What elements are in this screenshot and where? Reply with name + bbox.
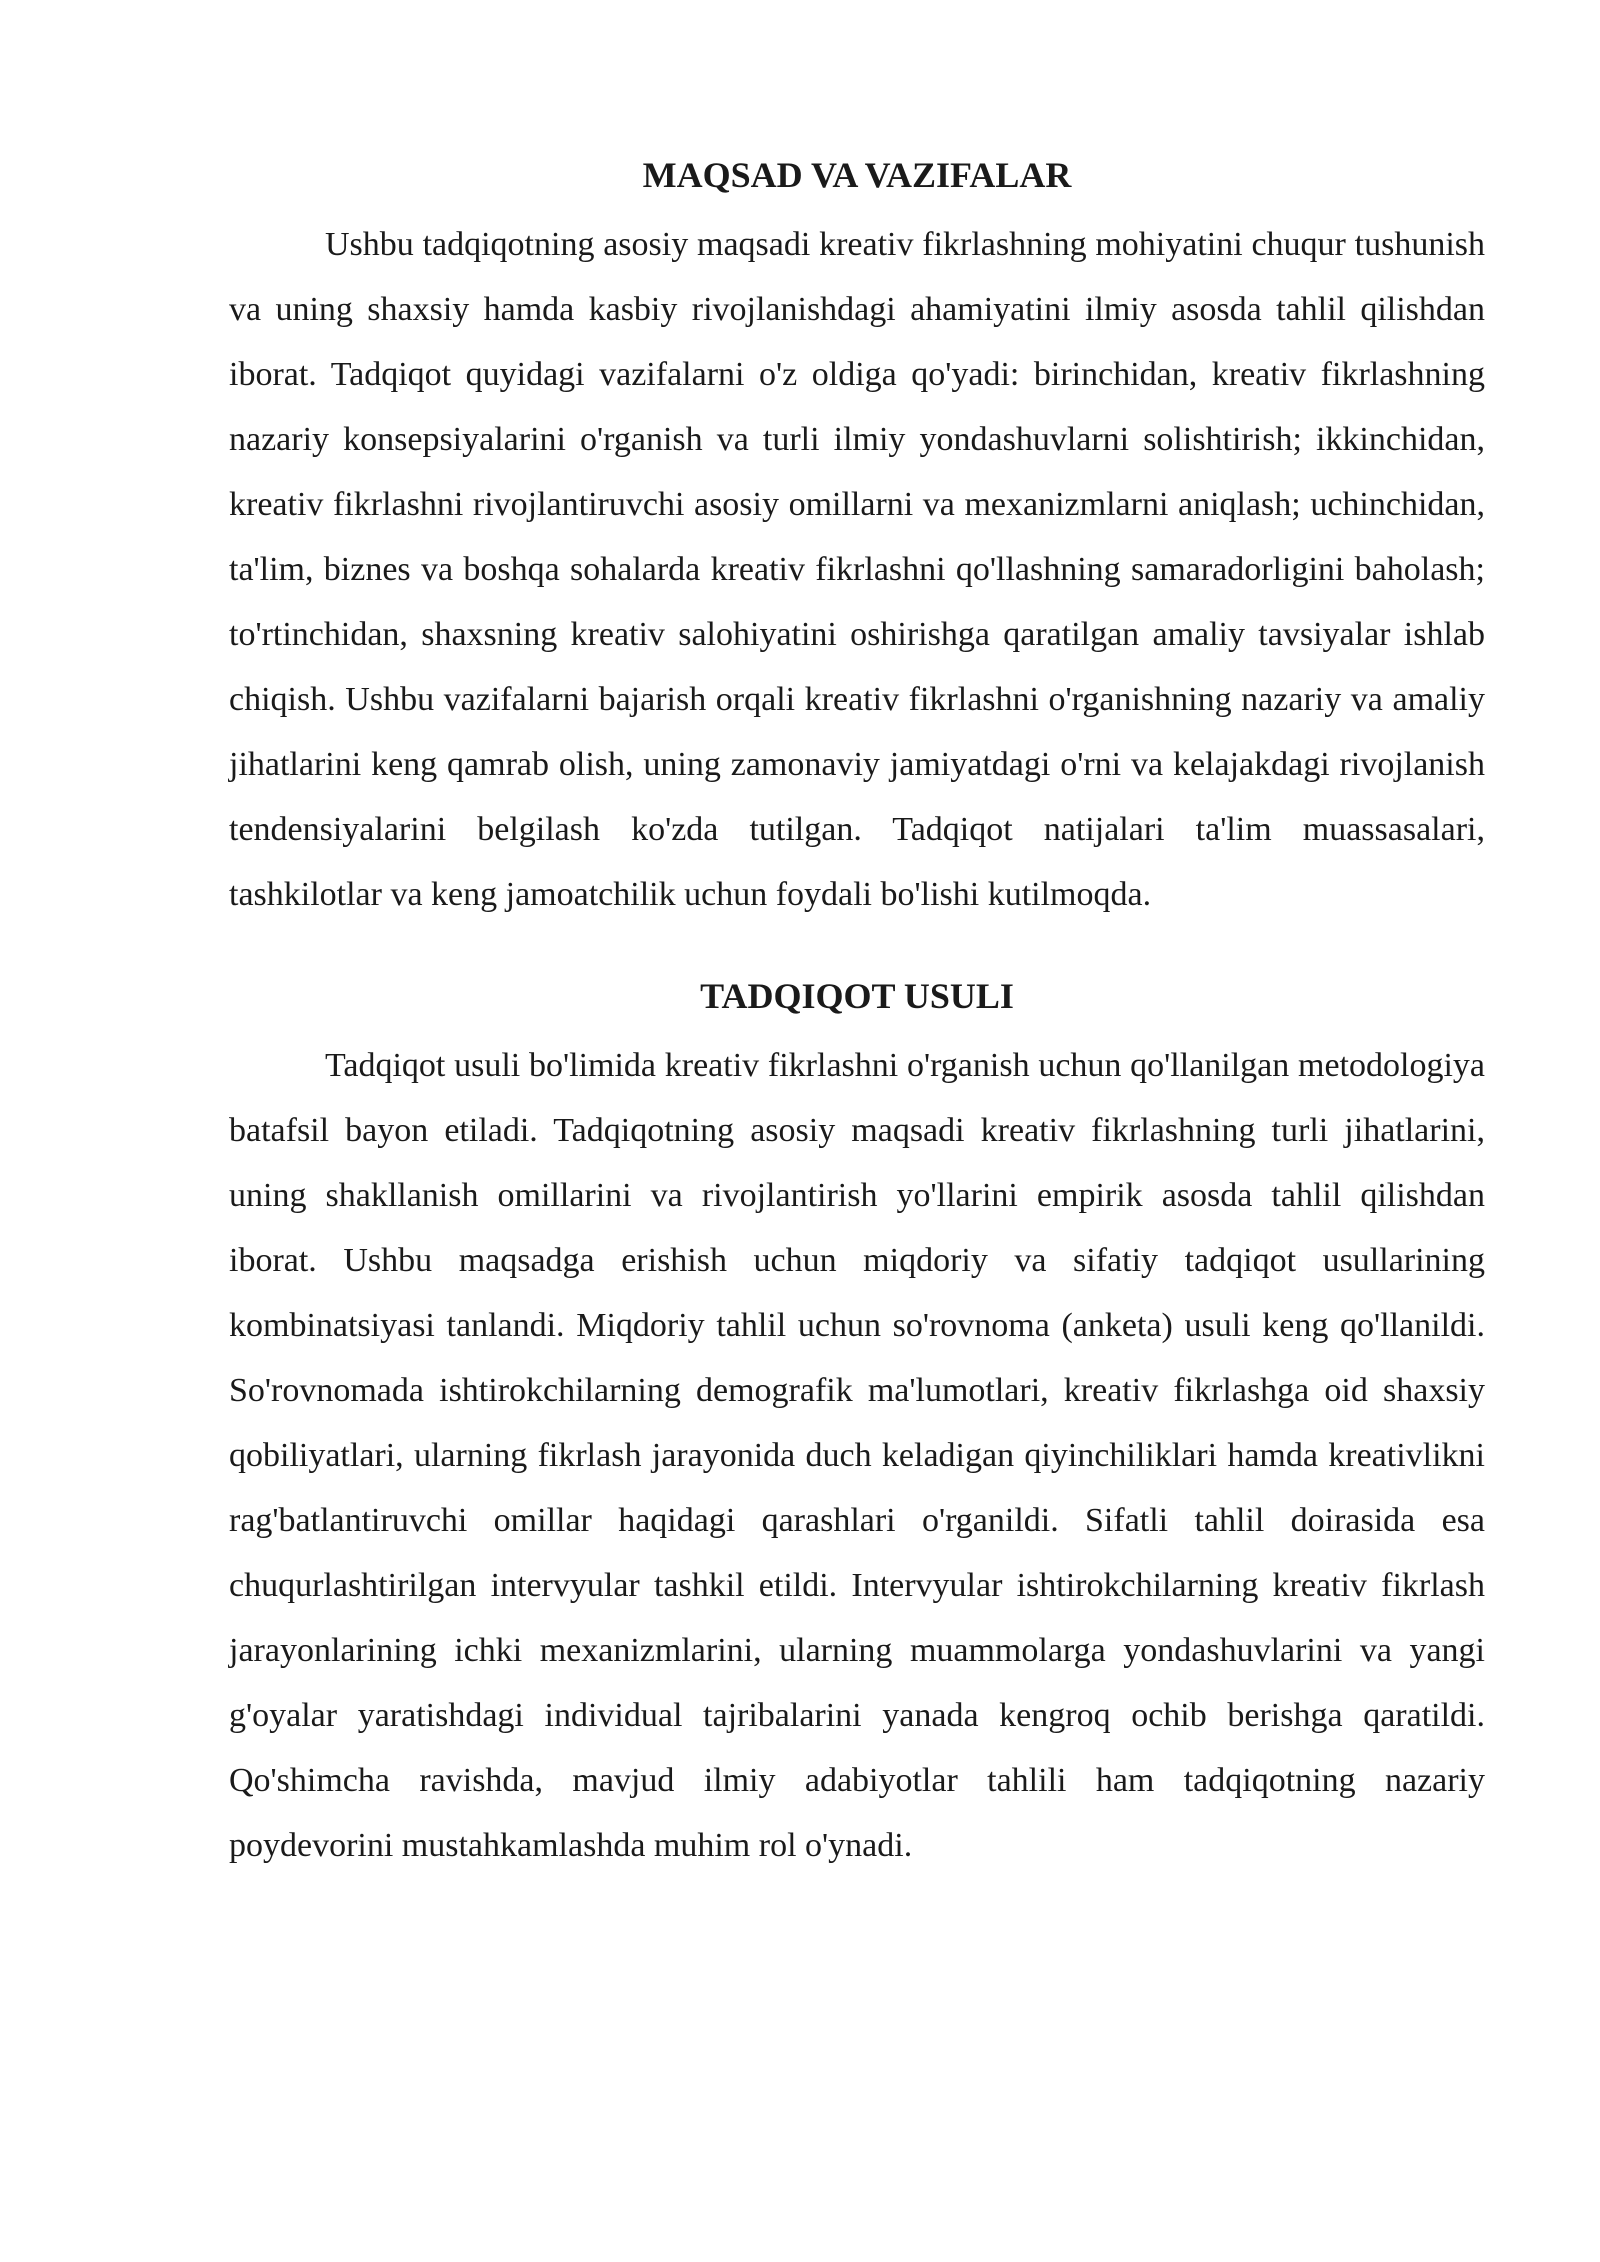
section-paragraph-maqsad: Ushbu tadqiqotning asosiy maqsadi kreativ fikrlashning mohiyatini chuqur tushunish va uning shaxsiy hamda kasbiy rivojlanishdagi ahamiyatini ilmiy asosda tahlil qilishdan iborat. Tadqiqot quyidagi vazifalarni o'z oldiga qo'yadi: birinchidan, kreativ fikrlashning nazariy konsepsiyalarini o'rganish va turli ilmiy yondashuvlarni solishtirish; ikkinchidan, kreativ fikrlashni rivojlantiruvchi asosiy omillarni va mexanizmlarni aniqlash; uchinchidan, ta'lim, biznes va boshqa sohalarda kreativ fikrlashni qo'llashning samaradorligini baholash; to'rtinchidan, shaxsning kreativ salohiyatini oshirishga qaratilgan amaliy tavsiyalar ishlab chiqish. Ushbu vazifalarni bajarish orqali kreativ fikrlashni o'rganishning nazariy va amaliy jihatlarini keng qamrab olish, uning zamonaviy jamiyatdagi o'rni va kelajakdagi rivojlanish tendensiyalarini belgilash ko'zda tutilgan. Tadqiqot natijalari ta'lim muassasalari, tashkilotlar va keng jamoatchilik uchun foydali bo'lishi kutilmoqda. — [229, 226, 1485, 913]
section-heading-maqsad: MAQSAD VA VAZIFALAR — [642, 155, 1072, 195]
section-heading-usul: TADQIQOT USULI — [700, 976, 1014, 1016]
section-paragraph-usul: Tadqiqot usuli bo'limida kreativ fikrlashni o'rganish uchun qo'llanilgan metodologiya batafsil bayon etiladi. Tadqiqotning asosiy maqsadi kreativ fikrlashning turli jihatlarini, uning shakllanish omillarini va rivojlantirish yo'llarini empirik asosda tahlil qilishdan iborat. Ushbu maqsadga erishish uchun miqdoriy va sifatiy tadqiqot usullarining kombinatsiyasi tanlandi. Miqdoriy tahlil uchun so'rovnoma (anketa) usuli keng qo'llanildi. So'rovnomada ishtirokchilarning demografik ma'lumotlari, kreativ fikrlashga oid shaxsiy qobiliyatlari, ularning fikrlash jarayonida duch keladigan qiyinchiliklari hamda kreativlikni rag'batlantiruvchi omillar haqidagi qarashlari o'rganildi. Sifatli tahlil doirasida esa chuqurlashtirilgan intervyular tashkil etildi. Intervyular ishtirokchilarning kreativ fikrlash jarayonlarining ichki mexanizmlarini, ularning muammolarga yondashuvlarini va yangi g'oyalar yaratishdagi individual tajribalarini yanada kengroq ochib berishga qaratildi. Qo'shimcha ravishda, mavjud ilmiy adabiyotlar tahlili ham tadqiqotning nazariy poydevorini mustahkamlashda muhim rol o'ynadi. — [229, 1047, 1485, 1864]
document-body — [229, 150, 1485, 1878]
